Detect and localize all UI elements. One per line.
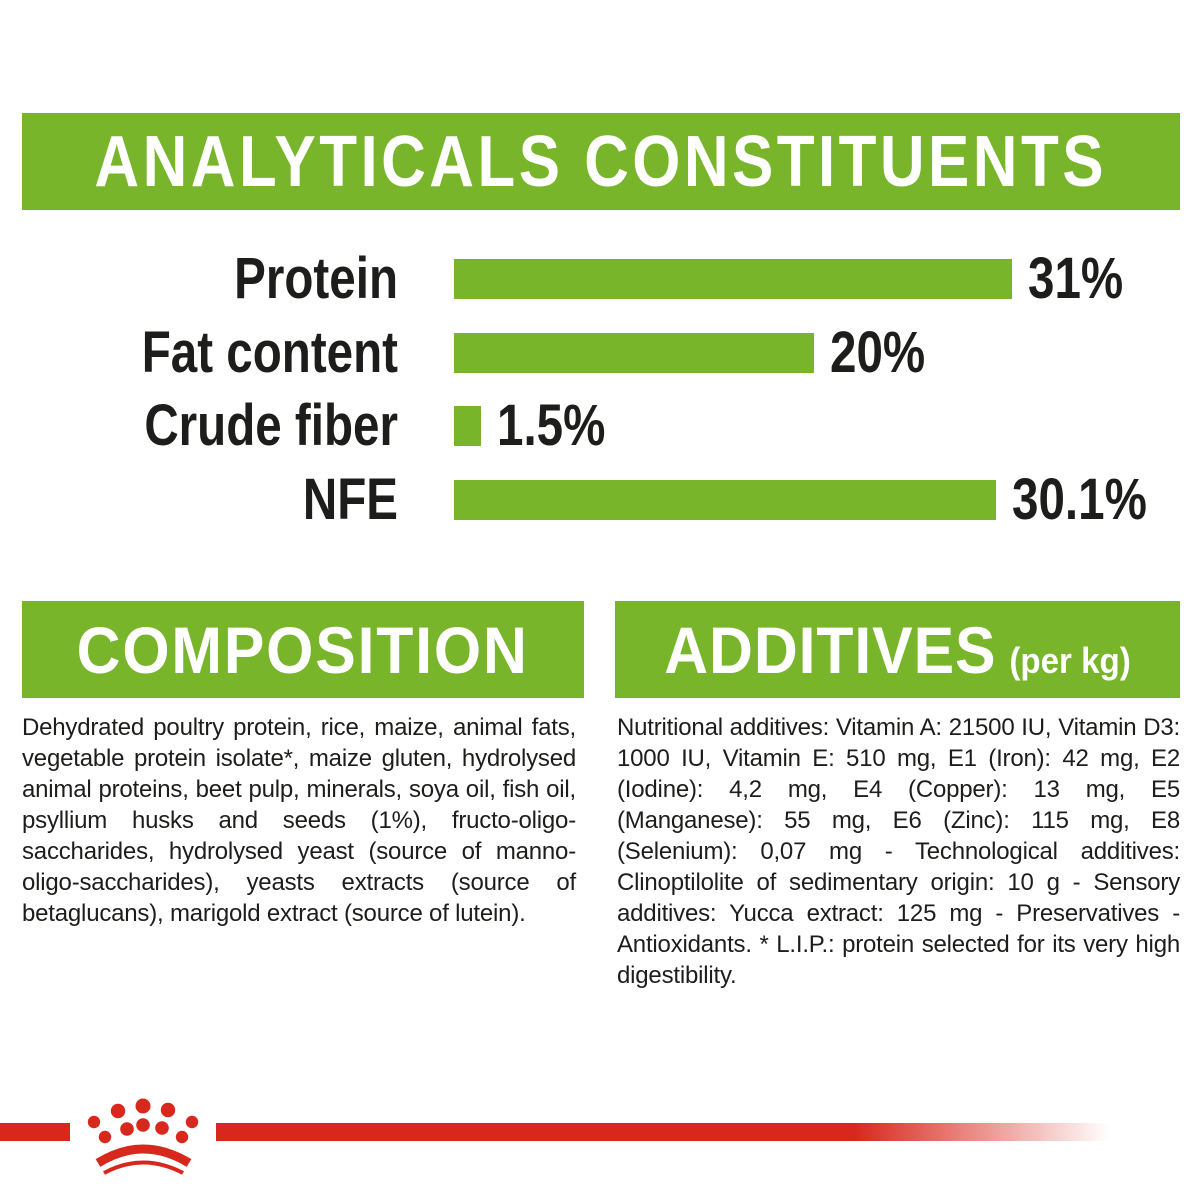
chart-bar-value: 20% [830, 320, 926, 385]
chart-bar-value: 30.1% [1011, 467, 1147, 532]
chart-row-label: Protein [234, 246, 398, 311]
chart-bar [454, 259, 1012, 299]
chart-row-label: NFE [302, 467, 398, 532]
chart-row-label: Crude fiber [144, 393, 398, 458]
composition-title: COMPOSITION [76, 612, 530, 687]
chart-row [0, 246, 1200, 311]
chart-bar [454, 406, 481, 446]
chart-row-label: Fat content [141, 320, 398, 385]
chart-bar [454, 480, 996, 520]
analytical-constituents-chart [0, 0, 1200, 560]
additives-unit-label: (per kg) [1009, 639, 1131, 681]
composition-text: Dehydrated poultry protein, rice, maize, animal fats, vegetable protein isolate*, maize gluten, hydrolysed animal proteins, beet pulp, minerals, soya oil, fish oil, psyllium husks and seeds (1%), fructo-oligo-saccharides, hydrolysed yeast (source of manno-oligo-saccharides), yeasts extracts (source of betaglucans), marigold extract (source of lutein). [22, 714, 576, 927]
chart-bar-value: 31% [1028, 246, 1124, 311]
brand-line-left [0, 1123, 70, 1141]
chart-row [0, 393, 1200, 458]
additives-title [664, 612, 1130, 688]
royal-canin-paw-crown-icon [82, 1095, 207, 1185]
page-title: ANALYTICALS CONSTITUENTS [94, 121, 1108, 202]
additives-title-main: ADDITIVES [664, 612, 997, 687]
additives-header [615, 601, 1180, 698]
brand-line-right [216, 1123, 1128, 1141]
chart-row [0, 320, 1200, 385]
composition-header [22, 601, 584, 698]
chart-bar [454, 333, 814, 373]
chart-row [0, 467, 1200, 532]
chart-bar-value: 1.5% [497, 393, 606, 458]
additives-text: Nutritional additives: Vitamin A: 21500 IU, Vitamin D3: 1000 IU, Vitamin E: 510 mg, E1 (Iron): 42 mg, E2 (Iodine): 4,2 mg, E4 (Copper): 13 mg, E5 (Manganese): 55 mg, E6 (Zinc): 115 mg, E8 (Selenium): 0,07 mg - Technological additives: Clinoptilolite of sedimentary origin: 10 g - Sensory additives: Yucca extract: 125 mg - Preservatives - Antioxidants. * L.I.P.: protein selected for its very high digestibility. [617, 714, 1180, 989]
